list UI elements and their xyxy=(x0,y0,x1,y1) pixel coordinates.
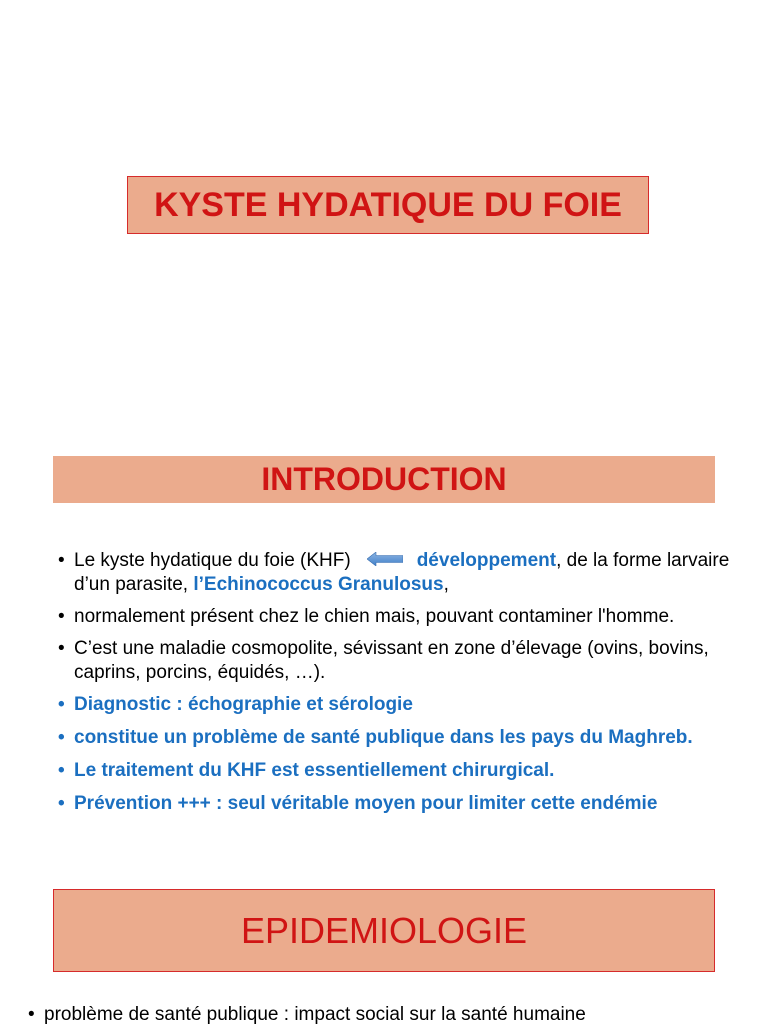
title-box xyxy=(127,176,649,234)
introduction-heading: INTRODUCTION xyxy=(261,461,507,497)
bullet1-text-part1: Le kyste hydatique du foie (KHF) xyxy=(74,550,351,571)
left-arrow-icon xyxy=(367,552,403,566)
introduction-bullet-list xyxy=(58,549,738,825)
epidemiologie-heading: EPIDEMIOLOGIE xyxy=(240,909,528,951)
bullet1-highlight-developpement: développement xyxy=(416,550,557,571)
list-item xyxy=(58,549,738,597)
list-item: • Diagnostic : échographie et sérologie xyxy=(58,693,738,717)
list-item: • Prévention +++ : seul véritable moyen pour limiter cette endémie xyxy=(58,792,738,816)
list-item: • normalement présent chez le chien mais, pouvant contaminer l'homme. xyxy=(58,605,738,629)
bullet1-text-part3: , xyxy=(443,574,449,595)
epidemiologie-heading-box xyxy=(53,889,715,972)
list-item: • C’est une maladie cosmopolite, sévissant en zone d’élevage (ovins, bovins, caprins, porcins, équidés, …). xyxy=(58,637,738,685)
list-item: • constitue un problème de santé publique dans les pays du Maghreb. xyxy=(58,726,738,750)
bullet1-highlight-parasite: l’Echinococcus Granulosus xyxy=(193,574,444,595)
page-title: KYSTE HYDATIQUE DU FOIE xyxy=(154,185,622,224)
bullet1-text-part2: , de la forme larvaire d’un parasite, xyxy=(74,550,730,595)
introduction-heading-bar xyxy=(53,456,715,503)
list-item: • Le traitement du KHF est essentiellement chirurgical. xyxy=(58,759,738,783)
epidemiologie-bullet: • problème de santé publique : impact social sur la santé humaine xyxy=(28,1003,764,1027)
